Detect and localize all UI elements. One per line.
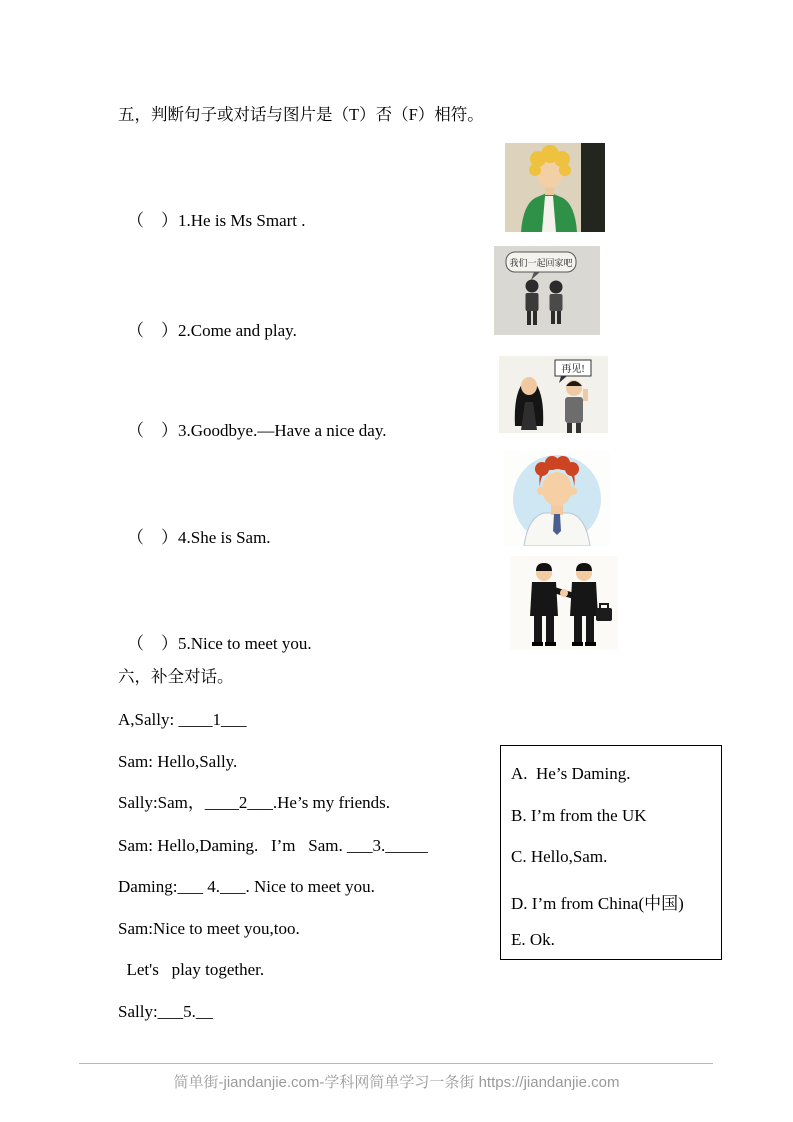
- speech-bubble-text: 再见!: [561, 364, 585, 375]
- speech-bubble-text: 我们一起回家吧: [509, 258, 573, 268]
- option-b: B. I’m from the UK: [511, 806, 647, 825]
- option-a: A. He’s Daming.: [511, 764, 631, 783]
- option-d: D. I’m from China(中国): [511, 894, 684, 913]
- option-c: C. Hello,Sam.: [511, 847, 608, 866]
- dialogue-line-2: Sam: Hello,Sally.: [118, 752, 238, 771]
- ms-smart-illustration: [505, 143, 605, 232]
- kids-talking-illustration: [494, 246, 600, 335]
- dialogue-line-1: A,Sally: ____1___: [118, 710, 247, 729]
- picture-red-haired-boy: [504, 451, 610, 546]
- answer-options-box: [500, 745, 722, 960]
- dialogue-line-6: Sam:Nice to meet you,too.: [118, 919, 300, 938]
- question-4: （ ）4.She is Sam.: [127, 528, 271, 547]
- footer-divider: [79, 1063, 713, 1064]
- picture-ms-smart-woman: [505, 143, 605, 232]
- boy-illustration: [504, 451, 610, 546]
- dialogue-line-8: Sally:___5.__: [118, 1002, 213, 1021]
- section5-title: 五，判断句子或对话与图片是（T）否（F）相符。: [118, 105, 484, 124]
- option-e: E. Ok.: [511, 930, 555, 949]
- dialogue-line-5: Daming:___ 4.___. Nice to meet you.: [118, 877, 375, 896]
- handshake-illustration: [510, 556, 618, 650]
- picture-kids-talking: [494, 246, 600, 335]
- question-2: （ ）2.Come and play.: [127, 321, 297, 340]
- picture-men-shaking-hands: [510, 556, 618, 650]
- goodbye-illustration: [499, 356, 608, 433]
- question-1: （ ）1.He is Ms Smart .: [127, 211, 306, 230]
- picture-goodbye: [499, 356, 608, 433]
- dialogue-line-4: Sam: Hello,Daming. I’m Sam. ___3._____: [118, 836, 428, 855]
- footer-watermark: 简单街-jiandanjie.com-学科网简单学习一条街 https://jiandanjie.com: [173, 1074, 620, 1091]
- dialogue-line-3: Sally:Sam，____2___.He’s my friends.: [118, 793, 390, 812]
- question-5: （ ）5.Nice to meet you.: [127, 634, 312, 653]
- section6-title: 六，补全对话。: [118, 667, 234, 686]
- question-3: （ ）3.Goodbye.—Have a nice day.: [127, 421, 387, 440]
- dialogue-line-7: Let's play together.: [118, 960, 265, 979]
